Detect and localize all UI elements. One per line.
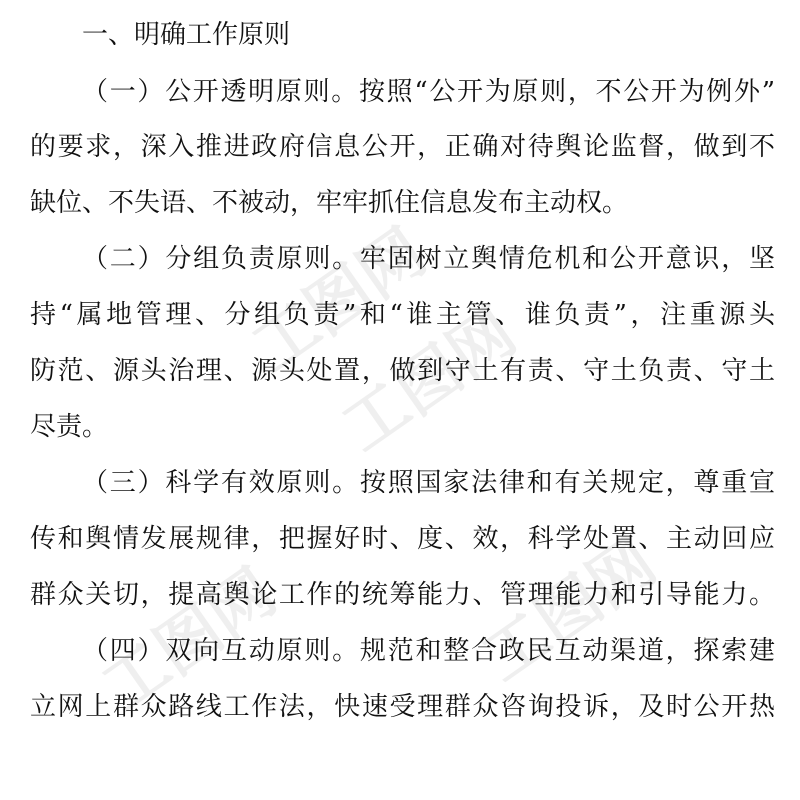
paragraph-1-line-2: 的要求，深入推进政府信息公开，正确对待舆论监督，做到不 <box>30 132 775 162</box>
paragraph-4-line-2: 立网上群众路线工作法，快速受理群众咨询投诉，及时公开热 <box>30 692 775 722</box>
watermark: 工图网 <box>89 555 290 727</box>
paragraph-2-line-3: 防范、源头治理、源头处置，做到守土有责、守土负责、守土 <box>30 356 775 386</box>
paragraph-1-line-3: 缺位、不失语、不被动，牢牢抓住信息发布主动权。 <box>30 188 629 218</box>
paragraph-1-line-1: （一）公开透明原则。按照“公开为原则，不公开为例外” <box>82 77 775 107</box>
paragraph-4-line-1: （四）双向互动原则。规范和整合政民互动渠道，探索建 <box>82 636 775 666</box>
paragraph-3-line-1: （三）科学有效原则。按照国家法律和有关规定，尊重宣 <box>82 468 775 498</box>
paragraph-3-line-3: 群众关切，提高舆论工作的统筹能力、管理能力和引导能力。 <box>30 580 775 610</box>
section-heading: 一、明确工作原则 <box>82 20 291 50</box>
paragraph-3-line-2: 传和舆情发展规律，把握好时、度、效，科学处置、主动回应 <box>30 524 775 554</box>
paragraph-2-line-2: 持“属地管理、分组负责”和“谁主管、谁负责”，注重源头 <box>30 300 775 330</box>
watermark: 工图网 <box>329 295 530 467</box>
watermark: 工图网 <box>239 215 440 387</box>
paragraph-2-line-1: （二）分组负责原则。牢固树立舆情危机和公开意识，坚 <box>82 244 775 274</box>
paragraph-2-line-4: 尽责。 <box>30 412 109 442</box>
watermark: 工图网 <box>469 525 670 697</box>
